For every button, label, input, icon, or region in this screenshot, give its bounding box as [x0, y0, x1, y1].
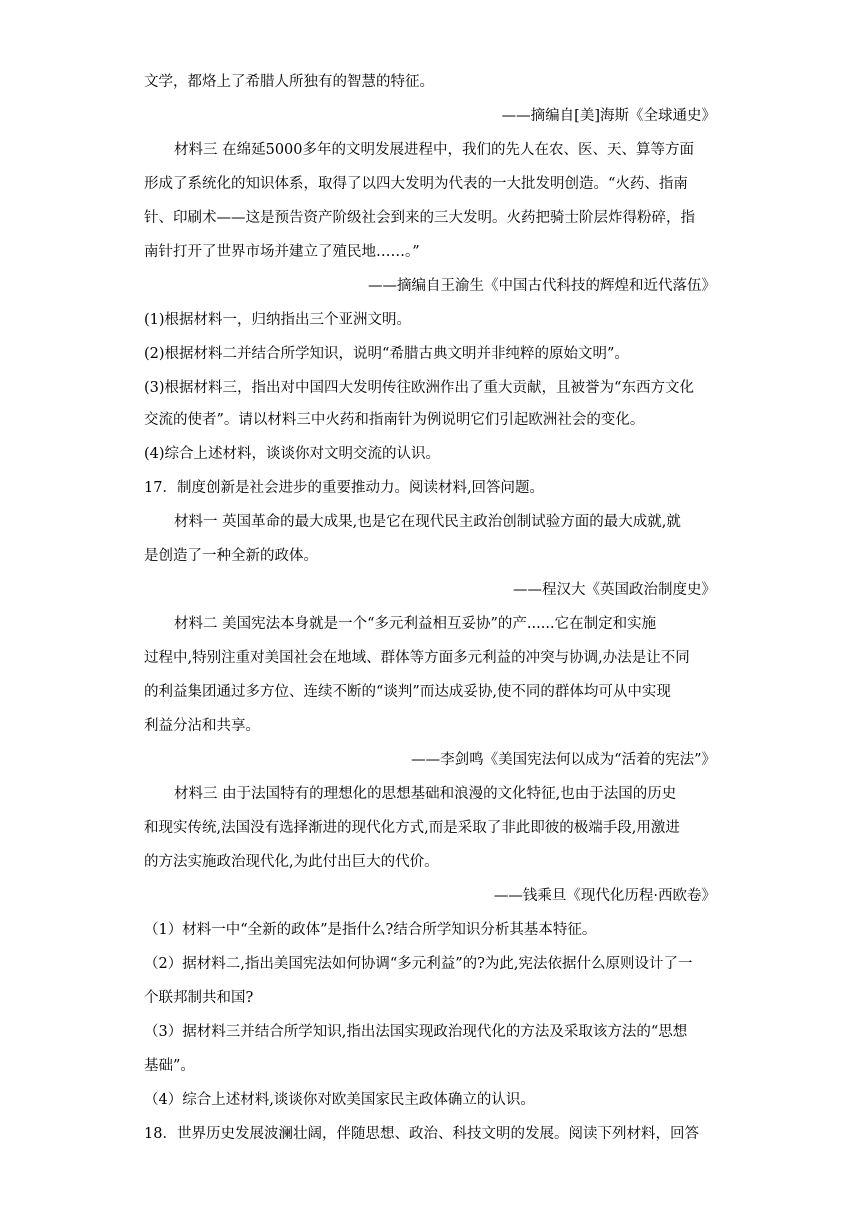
question-item: (3)根据材料三，指出对中国四大发明传往欧洲作出了重大贡献，且被誉为“东西方文化	[144, 380, 694, 396]
question-heading: 18．世界历史发展波澜壮阔，伴随思想、政治、科技文明的发展。阅读下列材料，回答	[144, 1126, 699, 1142]
text-line: 是创造了一种全新的政体。	[144, 548, 318, 564]
material-paragraph: 材料三 在绵延5000多年的文明发展进程中，我们的先人在农、医、天、算等方面	[174, 142, 695, 158]
question-item: （3）据材料三并结合所学知识,指出法国实现政治现代化的方法及采取该方法的“思想	[144, 1024, 688, 1040]
text-line: 文学，都烙上了希腊人所独有的智慧的特征。	[144, 74, 434, 90]
material-paragraph: 材料三 由于法国特有的理想化的思想基础和浪漫的文化特征,也由于法国的历史	[174, 786, 677, 802]
source-citation: ——摘编自王渝生《中国古代科技的辉煌和近代落伍》	[368, 278, 716, 294]
text-line: 过程中,特别注重对美国社会在地域、群体等方面多元利益的冲突与协调,办法是让不同	[144, 650, 690, 666]
source-citation: ——李剑鸣《美国宪法何以成为“活着的宪法”》	[411, 752, 716, 768]
question-item: (1)根据材料一，归纳指出三个亚洲文明。	[144, 312, 412, 328]
text-line: 形成了系统化的知识体系，取得了以四大发明为代表的一大批发明创造。“火药、指南	[144, 176, 688, 192]
text-line: 南针打开了世界市场并建立了殖民地……。”	[144, 244, 420, 260]
question-item: (2)根据材料二并结合所学知识，说明“希腊古典文明并非纯粹的原始文明”。	[144, 346, 629, 362]
text-line: 基础”。	[144, 1058, 195, 1074]
source-citation: ——程汉大《英国政治制度史》	[513, 582, 716, 598]
text-line: 的方法实施政治现代化,为此付出巨大的代价。	[144, 854, 439, 870]
question-item: （2）据材料二,指出美国宪法如何协调“多元利益”的?为此,宪法依据什么原则设计了一	[144, 956, 693, 972]
text-line: 利益分沾和共享。	[144, 718, 260, 734]
question-item: (4)综合上述材料，谈谈你对文明交流的认识。	[144, 446, 441, 462]
source-citation: ——摘编自[美]海斯《全球通史》	[501, 108, 716, 124]
text-line: 针、印刷术——这是预告资产阶级社会到来的三大发明。火药把骑士阶层炸得粉碎，指	[144, 210, 695, 226]
text-line: 的利益集团通过多方位、连续不断的“谈判”而达成妥协,使不同的群体均可从中实现	[144, 684, 671, 700]
question-item: （1）材料一中“全新的政体”是指什么?结合所学知识分析其基本特征。	[144, 922, 597, 938]
material-paragraph: 材料二 美国宪法本身就是一个“多元利益相互妥协”的产......它在制定和实施	[174, 616, 657, 632]
text-line: 和现实传统,法国没有选择渐进的现代化方式,而是采取了非此即彼的极端手段,用激进	[144, 820, 680, 836]
source-citation: ——钱乘旦《现代化历程·西欧卷》	[493, 888, 716, 904]
question-item: （4）综合上述材料,谈谈你对欧美国家民主政体确立的认识。	[144, 1092, 535, 1108]
question-heading: 17．制度创新是社会进步的重要推动力。阅读材料,回答问题。	[144, 480, 545, 496]
material-paragraph: 材料一 英国革命的最大成果,也是它在现代民主政治创制试验方面的最大成就,就	[174, 514, 681, 530]
text-line: 交流的使者”。请以材料三中火药和指南针为例说明它们引起欧洲社会的变化。	[144, 412, 645, 428]
text-line: 个联邦制共和国?	[144, 990, 254, 1006]
